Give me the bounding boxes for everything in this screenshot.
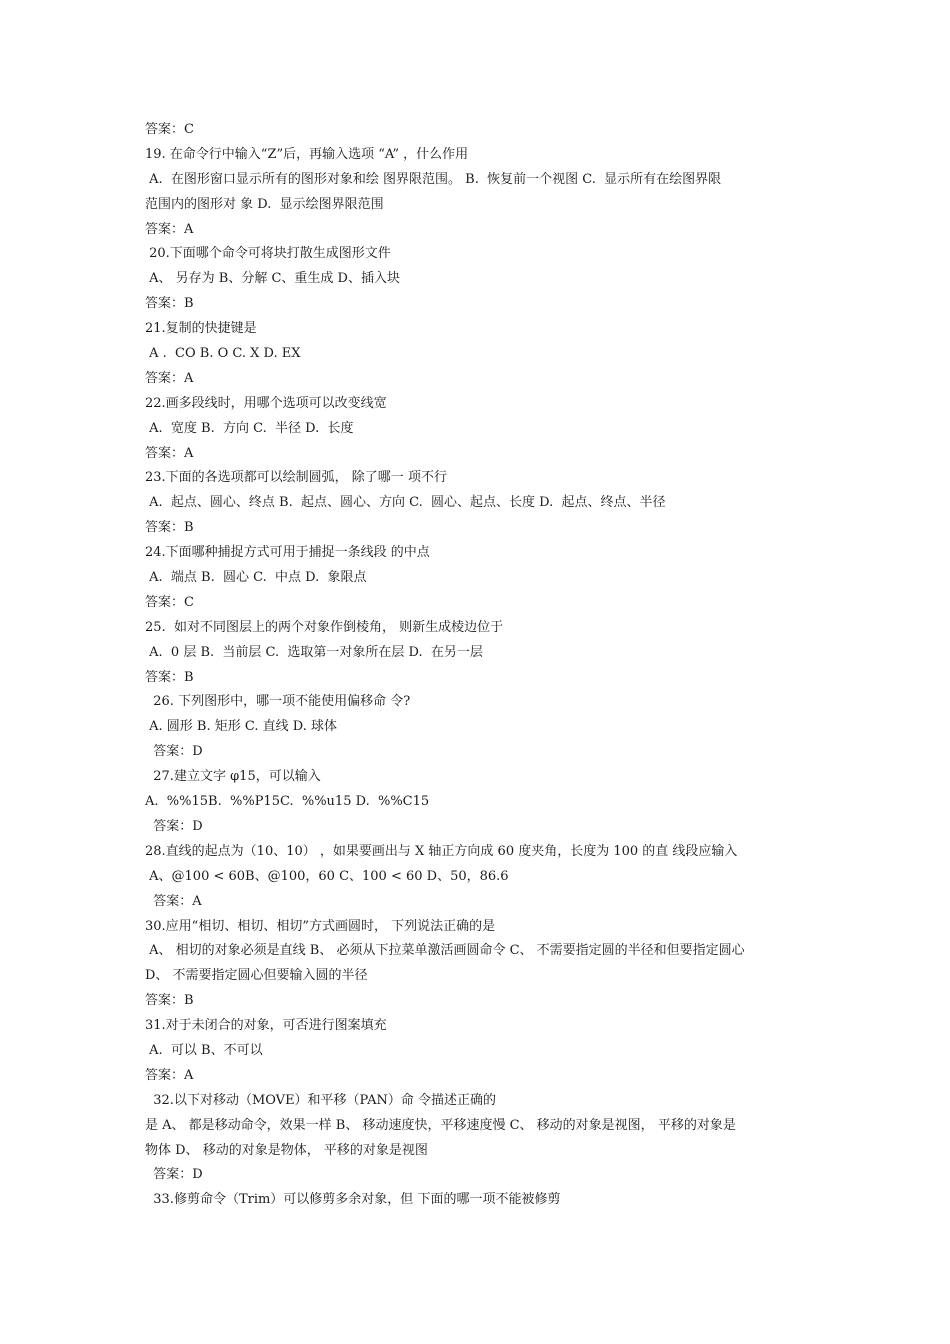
- text-line: A、@100 < 60B、@100，60 C、100 < 60 D、50，86.6: [145, 868, 509, 884]
- text-line: 答案：C: [145, 122, 194, 137]
- text-line: 24.下面哪种捕捉方式可用于捕捉一条线段 的中点: [145, 545, 430, 561]
- text-line: 答案：B: [145, 669, 194, 685]
- text-line: A. 0 层 B. 当前层 C. 选取第一对象所在层 D. 在另一层: [145, 644, 483, 660]
- document-body: [145, 118, 825, 1213]
- text-line: 答案：D: [145, 818, 203, 834]
- text-line: 物体 D、 移动的对象是物体， 平移的对象是视图: [145, 1142, 428, 1158]
- text-line: 27.建立文字 φ15，可以输入: [145, 769, 321, 785]
- text-line: 答案：A: [145, 370, 194, 386]
- text-line: A. 可以 B、不可以: [145, 1042, 263, 1058]
- text-line: A. %%15B. %%P15C. %%u15 D. %%C15: [145, 794, 430, 810]
- text-line: 答案：B: [145, 520, 194, 536]
- text-line: A. 宽度 B. 方向 C. 半径 D. 长度: [145, 420, 354, 436]
- text-line: 是 A、 都是移动命令，效果一样 B、 移动速度快，平移速度慢 C、 移动的对象是视图， 平移的对象是: [145, 1117, 736, 1133]
- text-line: A. 圆形 B. 矩形 C. 直线 D. 球体: [145, 719, 337, 735]
- text-line: 答案：A: [145, 1067, 194, 1083]
- text-line: 31.对于未闭合的对象，可否进行图案填充: [145, 1018, 387, 1034]
- text-line: 答案：C: [145, 594, 194, 610]
- text-line: 26. 下列图形中，哪一项不能使用偏移命 令?: [145, 694, 411, 710]
- text-line: 22.画多段线时，用哪个选项可以改变线宽: [145, 395, 387, 411]
- text-line: D、 不需要指定圆心但要输入圆的半径: [145, 968, 368, 984]
- text-line: 32.以下对移动（MOVE）和平移（PAN）命 令描述正确的: [145, 1092, 497, 1108]
- text-line: A. 在图形窗口显示所有的图形对象和绘 图界限范围。 B. 恢复前一个视图 C. 显示所有在绘图界限: [145, 171, 722, 187]
- text-line: 21.复制的快捷键是: [145, 321, 257, 337]
- text-line: A、 相切的对象必须是直线 B、 必须从下拉菜单激活画圆命令 C、 不需要指定圆的半径和但要指定圆心: [145, 943, 745, 959]
- text-line: A . CO B. O C. X D. EX: [145, 346, 301, 362]
- text-line: 25. 如对不同图层上的两个对象作倒棱角， 则新生成棱边位于: [145, 619, 504, 635]
- text-line: 答案：B: [145, 296, 194, 312]
- text-line: A. 起点、圆心、终点 B. 起点、圆心、方向 C. 圆心、起点、长度 D. 起点、终点、半径: [145, 495, 666, 511]
- text-line: 23.下面的各选项都可以绘制圆弧， 除了哪一 项不行: [145, 470, 447, 486]
- text-line: 答案：D: [145, 1167, 203, 1183]
- text-line: 19. 在命令行中输入“Z”后，再输入选项 “A” ，什么作用: [145, 146, 469, 162]
- text-line: 答案：D: [145, 744, 203, 760]
- text-line: 答案：B: [145, 993, 194, 1009]
- text-line: 范围内的图形对 象 D. 显示绘图界限范围: [145, 196, 384, 212]
- text-line: 33.修剪命令（Trim）可以修剪多余对象，但 下面的哪一项不能被修剪: [145, 1192, 561, 1208]
- text-line: A、 另存为 B、分解 C、重生成 D、插入块: [145, 271, 400, 287]
- text-line: 30.应用“相切、相切、相切”方式画圆时， 下列说法正确的是: [145, 918, 496, 934]
- text-line: 答案：A: [145, 445, 194, 461]
- text-line: 答案：A: [145, 893, 202, 909]
- text-line: 20.下面哪个命令可将块打散生成图形文件: [145, 246, 391, 262]
- text-line: 答案：A: [145, 221, 194, 237]
- text-line: 28.直线的起点为（10、10） ，如果要画出与 X 轴正方向成 60 度夹角，长度为 100 的直 线段应输入: [145, 843, 738, 859]
- text-line: A. 端点 B. 圆心 C. 中点 D. 象限点: [145, 570, 367, 586]
